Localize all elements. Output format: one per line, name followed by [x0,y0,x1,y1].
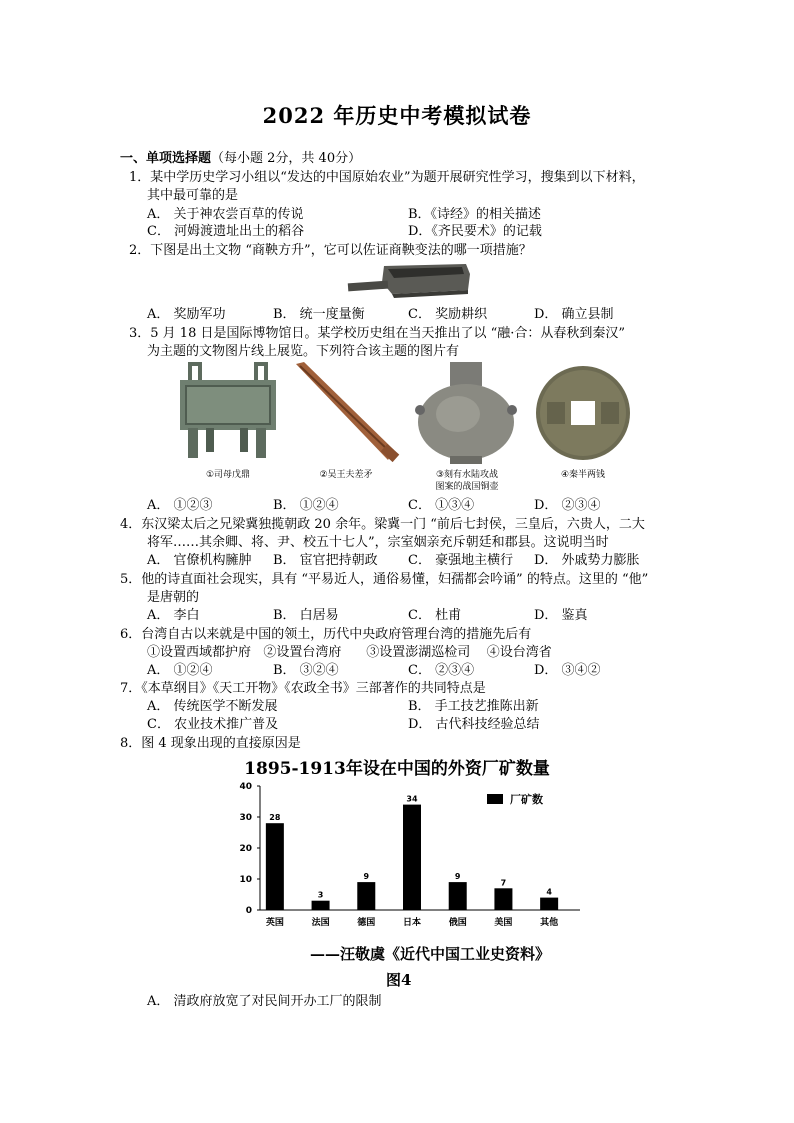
bar [449,882,467,910]
bar [540,898,558,910]
bar-value-label: 28 [269,813,281,823]
q5-option-d[interactable]: D． 鉴真 [534,608,588,623]
q7-option-a[interactable]: A． 传统医学不断发展 [147,699,278,714]
q3-stem-line2: 为主题的文物图片线上展览。下列符合该主题的图片有 [147,344,460,359]
q4-stem-line1: 4．东汉梁太后之兄梁冀独揽朝政 20 余年。梁冀一门 “前后七封侯，三皇后，六贵人，二大 [120,517,645,532]
y-tick-label: 30 [239,813,252,823]
bar-value-label: 34 [406,794,418,804]
q3-caption-3a: ③刻有水陆攻战 [435,470,499,480]
q4-option-a[interactable]: A． 官僚机构臃肿 [147,553,252,568]
q1-option-d[interactable]: D．《齐民要术》的记载 [408,224,542,239]
section-note: （每小题 2分，共 40分） [211,151,362,166]
y-tick-label: 40 [239,782,252,792]
q1-option-c[interactable]: C． 河姆渡遗址出土的稻谷 [147,224,305,239]
q6-option-b[interactable]: B． ③②④ [273,663,339,678]
q3-option-c[interactable]: C． ①③④ [408,498,475,513]
q4-option-c[interactable]: C． 豪强地主横行 [408,553,514,568]
q8-option-a[interactable]: A． 清政府放宽了对民间开办工厂的限制 [147,994,382,1009]
q3-caption-2: ②吴王夫差矛 [319,470,373,480]
x-tick-label: 日本 [402,918,422,928]
q5-option-a[interactable]: A． 李白 [147,608,200,623]
ban-liang-coin-image [533,364,633,462]
q1-stem-line1: 1．某中学历史学习小组以“发达的中国原始农业”为题开展研究性学习，搜集到以下材料， [129,170,645,185]
fuchai-spear-image [290,360,402,466]
legend-swatch [487,794,503,804]
q6-items: ①设置西域都护府 ②设置台湾府 ③设置澎湖巡检司 ④设台湾省 [147,645,552,660]
bar [266,823,284,910]
q4-stem-line2: 将军……其余卿、将、尹、校五十七人”，宗室姻亲充斥朝廷和郡县。这说明当时 [147,535,609,550]
q3-caption-1: ①司母戊鼎 [205,470,251,480]
bar-value-label: 7 [500,878,507,888]
q3-caption-4: ④秦半两钱 [560,470,606,480]
x-tick-label: 英国 [265,918,284,928]
q1-option-b[interactable]: B．《诗经》的相关描述 [408,207,542,222]
q3-caption-3b: 图案的战国铜壶 [435,482,499,492]
q2-option-a[interactable]: A． 奖励军功 [147,307,226,322]
q6-stem: 6．台湾自古以来就是中国的领土，历代中央政府管理台湾的措施先后有 [120,627,532,642]
q3-option-d[interactable]: D． ②③④ [534,498,601,513]
q2-stem: 2．下图是出土文物 “商鞅方升”，它可以佐证商鞅变法的哪一项措施？ [129,243,532,258]
q2-option-d[interactable]: D． 确立县制 [534,307,614,322]
q6-option-d[interactable]: D． ③④② [534,663,601,678]
q4-option-b[interactable]: B． 宦官把持朝政 [273,553,378,568]
q7-stem: 7．《本草纲目》《天工开物》《农政全书》三部著作的共同特点是 [120,681,486,696]
q2-option-c[interactable]: C． 奖励耕织 [408,307,488,322]
bronze-vase-image [414,360,519,464]
figure-label: 图4 [386,971,412,989]
bar-value-label: 9 [363,872,370,882]
section-label: 一、单项选择题 [120,151,212,166]
q6-option-a[interactable]: A． ①②④ [147,663,213,678]
q2-option-b[interactable]: B． 统一度量衡 [273,307,365,322]
chart-title: 1895-1913年设在中国的外资厂矿数量 [244,759,550,779]
bar [494,888,512,910]
q5-stem-line1: 5．他的诗直面社会现实，具有 “平易近人，通俗易懂，妇孺都会吟诵” 的特点。这里的 “他” [120,572,649,587]
section-heading [120,150,361,167]
bar [403,805,421,910]
q5-option-c[interactable]: C． 杜甫 [408,608,462,623]
legend-label: 厂矿数 [510,793,543,806]
x-tick-label: 法国 [311,918,330,928]
q4-option-d[interactable]: D． 外戚势力膨胀 [534,553,640,568]
q1-stem-line2: 其中最可靠的是 [147,188,239,203]
q3-stem-line1: 3．5 月 18 日是国际博物馆日。某学校历史组在当天推出了以 “融·合：从春秋到秦汉” [129,326,626,341]
q8-stem: 8．图 4 现象出现的直接原因是 [120,736,301,751]
x-tick-label: 德国 [357,918,376,928]
y-tick-label: 20 [239,844,252,854]
bar [357,882,375,910]
q3-option-a[interactable]: A． ①②③ [147,498,213,513]
chart-source: ——汪敬虞《近代中国工业史资料》 [310,945,551,963]
q7-option-c[interactable]: C． 农业技术推广普及 [147,717,279,732]
x-tick-label: 俄国 [448,918,467,928]
shang-yang-measure-image [344,260,474,302]
foreign-factory-bar-chart [230,778,590,938]
y-tick-label: 10 [239,875,252,885]
bar-value-label: 4 [546,887,552,897]
x-tick-label: 美国 [494,918,513,928]
q5-stem-line2: 是唐朝的 [147,590,200,605]
bar-value-label: 3 [317,890,324,900]
q5-option-b[interactable]: B． 白居易 [273,608,339,623]
q7-option-d[interactable]: D． 古代科技经验总结 [408,717,540,732]
q1-option-a[interactable]: A． 关于神农尝百草的传说 [147,207,304,222]
exam-title: 2022 年历史中考模拟试卷 [262,103,532,128]
bar [312,901,330,910]
si-mu-wu-ding-image [176,362,281,462]
q3-option-b[interactable]: B． ①②④ [273,498,339,513]
bar-value-label: 9 [454,872,461,882]
y-tick-label: 0 [245,906,252,916]
q6-option-c[interactable]: C． ②③④ [408,663,475,678]
q7-option-b[interactable]: B． 手工技艺推陈出新 [408,699,539,714]
x-tick-label: 其他 [540,918,559,928]
